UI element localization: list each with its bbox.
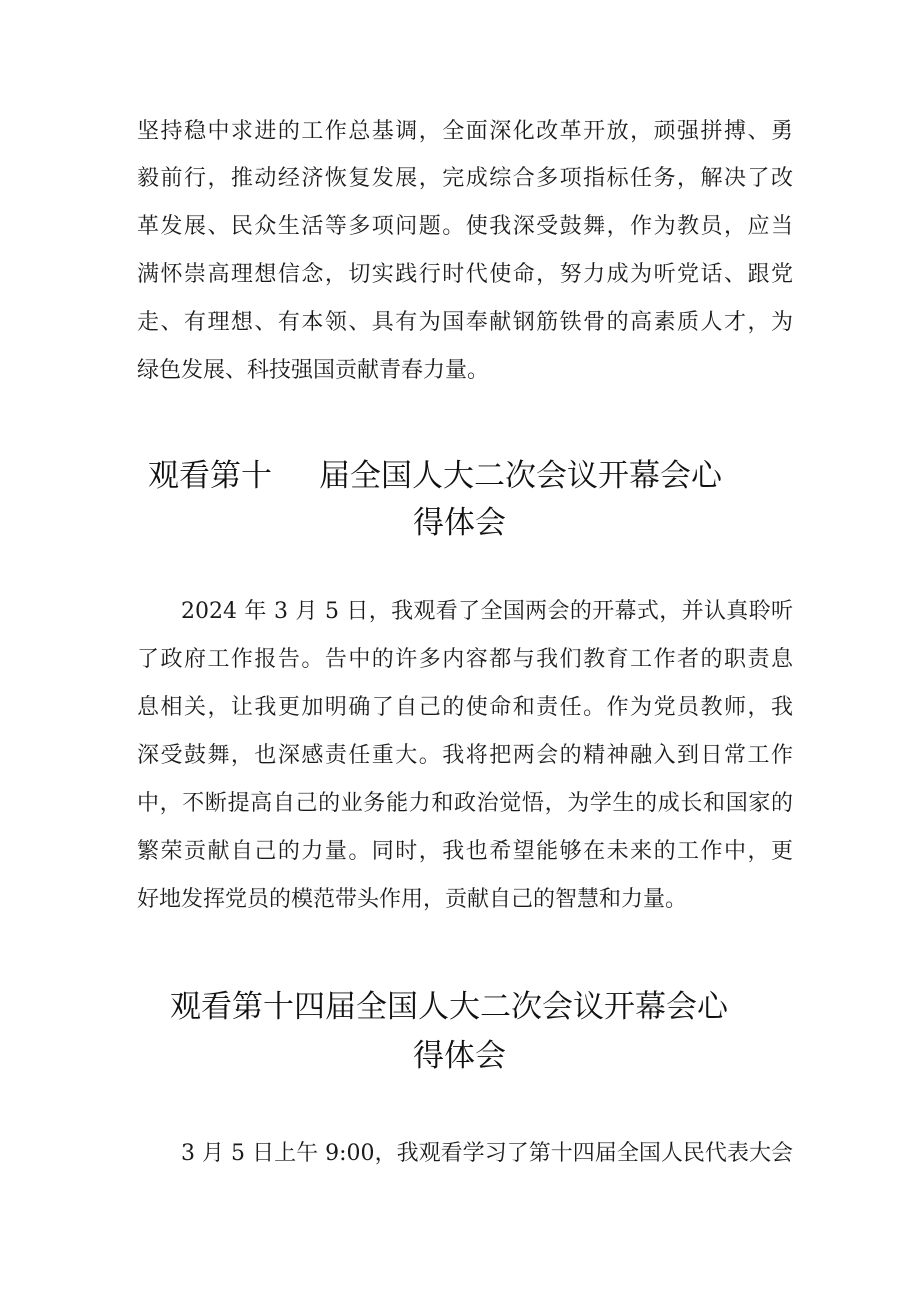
paragraph-line: 繁荣贡献自己的力量。同时，我也希望能够在未来的工作中，更 bbox=[137, 839, 793, 864]
section-heading-line1: 观看第十四届全国人大二次会议开幕会心 bbox=[170, 989, 728, 1025]
paragraph-line: 走、有理想、有本领、具有为国奉献钢筋铁骨的高素质人才，为 bbox=[137, 310, 793, 335]
section-heading-part2: 届全国人大二次会议开幕会心 bbox=[319, 458, 722, 494]
section-heading-line2: 得体会 bbox=[413, 1038, 506, 1074]
paragraph-line: 好地发挥党员的模范带头作用，贡献自己的智慧和力量。 bbox=[137, 887, 688, 912]
paragraph-line: 深受鼓舞，也深感责任重大。我将把两会的精神融入到日常工作 bbox=[137, 743, 793, 768]
section-heading-part1: 观看第十 bbox=[148, 458, 272, 494]
paragraph-line: 坚持稳中求进的工作总基调，全面深化改革开放，顽强拼搏、勇 bbox=[137, 119, 793, 144]
paragraph-line: 3 月 5 日上午 9:00，我观看学习了第十四届全国人民代表大会 bbox=[181, 1141, 793, 1166]
paragraph-line: 2024 年 3 月 5 日，我观看了全国两会的开幕式，并认真聆听 bbox=[181, 599, 793, 624]
paragraph-line: 革发展、民众生活等多项问题。使我深受鼓舞，作为教员，应当 bbox=[137, 214, 793, 239]
paragraph-line: 满怀崇高理想信念，切实践行时代使命，努力成为听党话、跟党 bbox=[137, 262, 793, 287]
paragraph-line: 中，不断提高自己的业务能力和政治觉悟，为学生的成长和国家的 bbox=[137, 791, 793, 816]
section-heading-line2: 得体会 bbox=[413, 505, 506, 541]
paragraph-line: 绿色发展、科技强国贡献青春力量。 bbox=[137, 358, 490, 383]
paragraph-line: 息相关，让我更加明确了自己的使命和责任。作为党员教师，我 bbox=[137, 695, 793, 720]
paragraph-line: 毅前行，推动经济恢复发展，完成综合多项指标任务，解决了改 bbox=[137, 166, 793, 191]
paragraph-line: 了政府工作报告。告中的许多内容都与我们教育工作者的职责息 bbox=[137, 647, 793, 672]
